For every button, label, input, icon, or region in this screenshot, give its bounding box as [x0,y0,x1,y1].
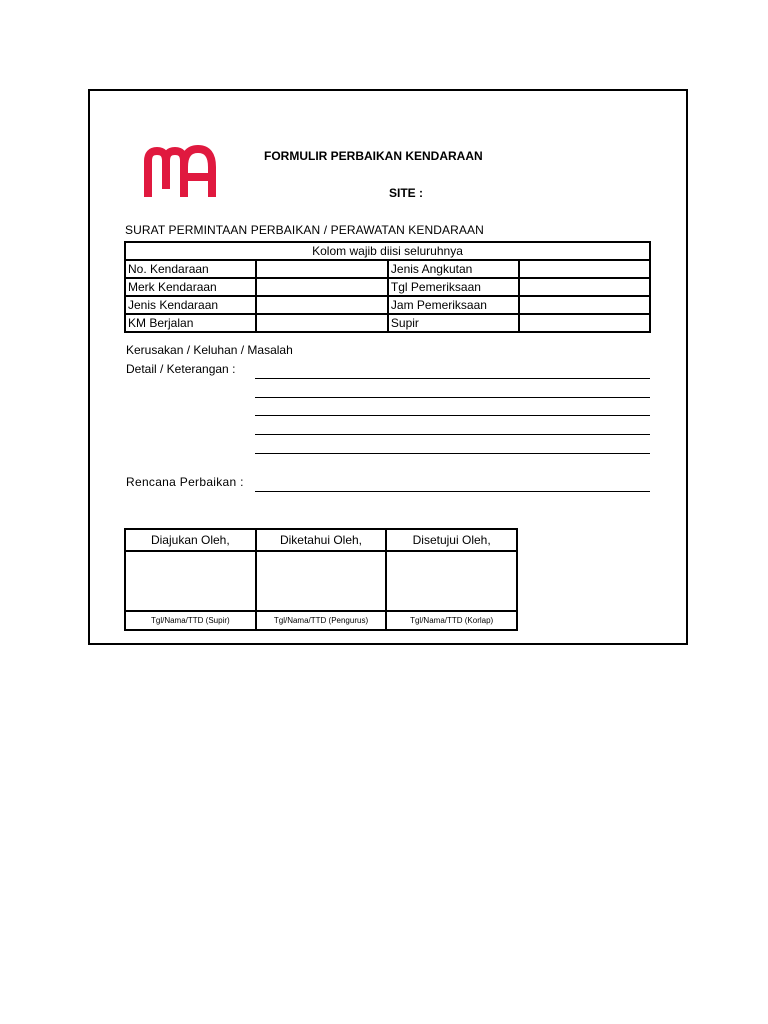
signature-space-row [125,551,517,611]
table-row [125,314,650,332]
form-container [88,89,688,645]
jenis-angkutan-field[interactable] [519,260,650,278]
form-subtitle: SURAT PERMINTAAN PERBAIKAN / PERAWATAN KENDARAAN [125,223,484,237]
label-supir: Supir [388,314,519,332]
table-row [125,260,650,278]
signature-footer-row [125,611,517,630]
kerusakan-label: Kerusakan / Keluhan / Masalah [126,343,293,357]
signature-box-supir[interactable] [125,551,256,611]
vehicle-info-table [124,241,651,333]
detail-label: Detail / Keterangan : [126,362,236,376]
km-berjalan-field[interactable] [256,314,388,332]
signature-box-pengurus[interactable] [256,551,387,611]
jam-pemeriksaan-field[interactable] [519,296,650,314]
label-jenis-kendaraan: Jenis Kendaraan [125,296,256,314]
rencana-line[interactable] [255,491,650,492]
signature-title-diketahui: Diketahui Oleh, [256,529,387,551]
label-km-berjalan: KM Berjalan [125,314,256,332]
signature-footer-pengurus: Tgl/Nama/TTD (Pengurus) [256,611,387,630]
label-merk-kendaraan: Merk Kendaraan [125,278,256,296]
signature-footer-korlap: Tgl/Nama/TTD (Korlap) [386,611,517,630]
signature-footer-supir: Tgl/Nama/TTD (Supir) [125,611,256,630]
supir-field[interactable] [519,314,650,332]
tgl-pemeriksaan-field[interactable] [519,278,650,296]
detail-line-4[interactable] [255,434,650,435]
signature-header-row [125,529,517,551]
detail-line-3[interactable] [255,415,650,416]
merk-kendaraan-field[interactable] [256,278,388,296]
site-label: SITE : [389,186,424,200]
label-no-kendaraan: No. Kendaraan [125,260,256,278]
signature-table [124,528,518,631]
table-row [125,296,650,314]
detail-line-2[interactable] [255,397,650,398]
company-logo [140,139,220,201]
info-table-header: Kolom wajib diisi seluruhnya [125,242,650,260]
label-jenis-angkutan: Jenis Angkutan [388,260,519,278]
signature-box-korlap[interactable] [386,551,517,611]
signature-title-diajukan: Diajukan Oleh, [125,529,256,551]
label-tgl-pemeriksaan: Tgl Pemeriksaan [388,278,519,296]
signature-title-disetujui: Disetujui Oleh, [386,529,517,551]
form-title: FORMULIR PERBAIKAN KENDARAAN [264,149,483,163]
jenis-kendaraan-field[interactable] [256,296,388,314]
detail-line-5[interactable] [255,453,650,454]
table-row [125,278,650,296]
no-kendaraan-field[interactable] [256,260,388,278]
detail-line-1[interactable] [255,378,650,379]
label-jam-pemeriksaan: Jam Pemeriksaan [388,296,519,314]
info-table-header-row [125,242,650,260]
rencana-label: Rencana Perbaikan : [126,475,244,489]
